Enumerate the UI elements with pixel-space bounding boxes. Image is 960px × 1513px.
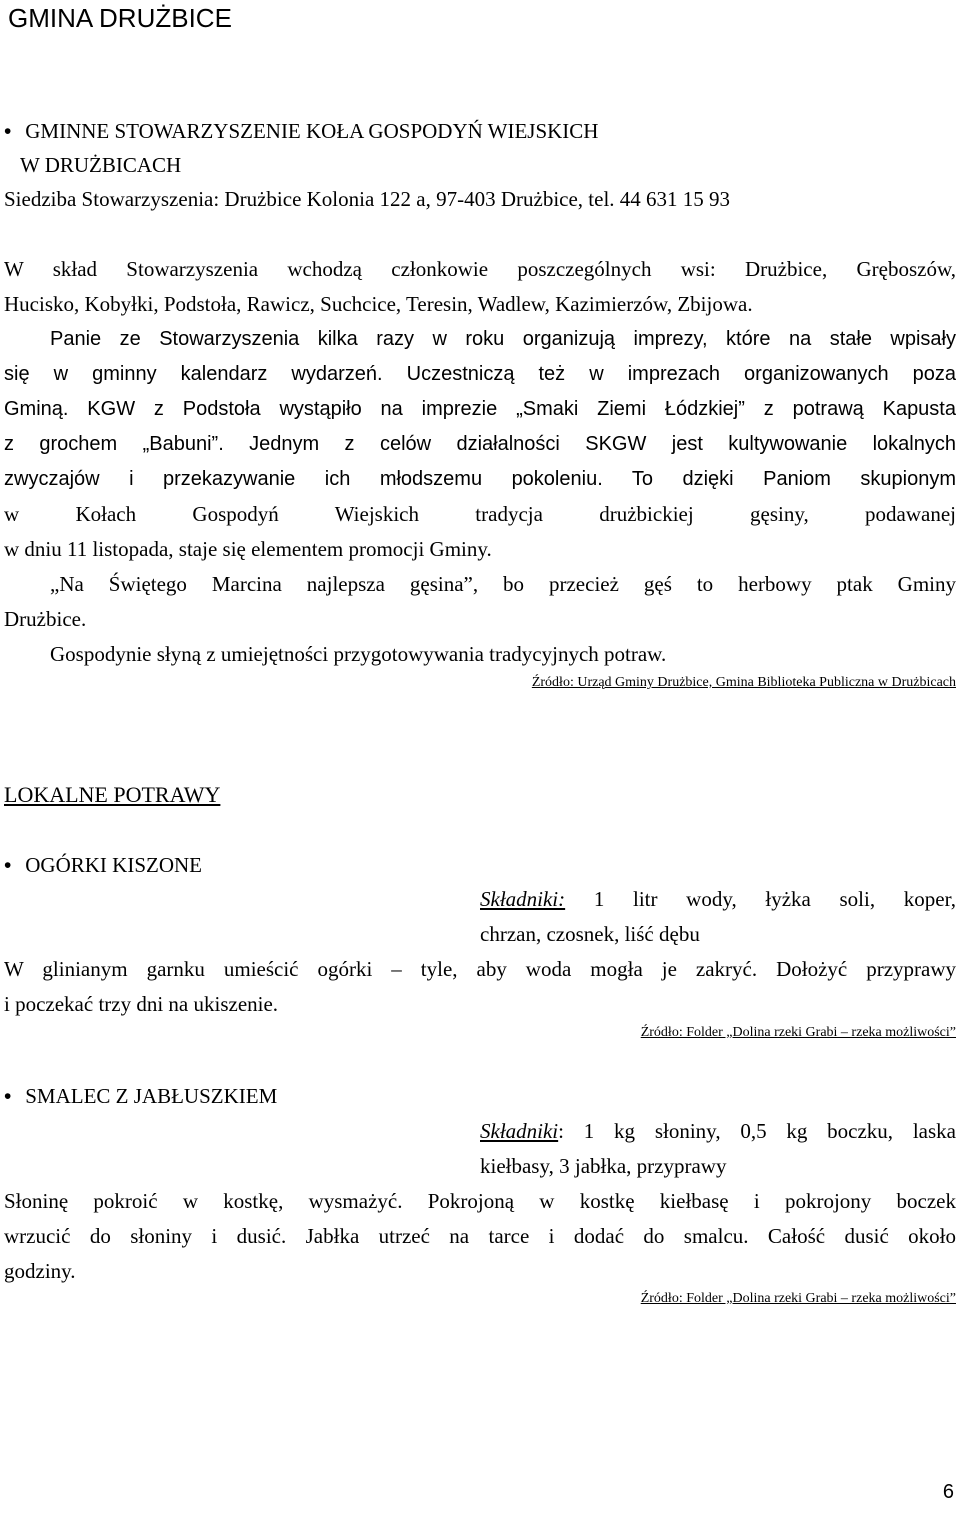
dish-2-ingredients-text: : 1 kg słoniny, 0,5 kg boczku, laska [558, 1119, 956, 1143]
page-title: GMINA DRUŻBICE [8, 3, 232, 33]
dish-2-method-line-2: wrzucić do słoniny i dusić. Jabłka utrzeć na tarce i dodać do smalcu. Całość dusić około [4, 1224, 956, 1248]
dish-1-ingredients-line-1 [480, 886, 956, 912]
quote-line-1: „Na Świętego Marcina najlepsza gęsina”, bo przecież gęś to herbowy ptak Gminy [50, 572, 956, 596]
dish-2-name [4, 1083, 277, 1110]
dish-1-method-line-1: W glinianym garnku umieścić ogórki – tyle, aby woda mogła je zakryć. Dołożyć przyprawy [4, 957, 956, 981]
dish-1-source: Źródło: Folder „Dolina rzeki Grabi – rzeka możliwości” [640, 1025, 956, 1040]
members-line-2: Hucisko, Kobyłki, Podstoła, Rawicz, Suchcice, Teresin, Wadlew, Kazimierzów, Zbijowa. [4, 292, 753, 316]
dish-2-method-line-3: godziny. [4, 1259, 76, 1283]
paragraph-1-line-2: się w gminny kalendarz wydarzeń. Uczestniczą też w imprezach organizowanych poza [4, 363, 956, 385]
paragraph-1-line-4: z grochem „Babuni”. Jednym z celów działalności SKGW jest kultywowanie lokalnych [4, 433, 956, 455]
dish-2-name-text: SMALEC Z JABŁUSZKIEM [25, 1084, 278, 1108]
association-source: Źródło: Urząd Gminy Drużbice, Gmina Biblioteka Publiczna w Drużbicach [531, 675, 956, 690]
association-heading-line2: W DRUŻBICACH [20, 153, 182, 177]
dish-2-ingredients-label: Składniki [480, 1119, 559, 1143]
dish-1-ingredients-line-2: chrzan, czosnek, liść dębu [480, 922, 700, 946]
paragraph-1-line-3: Gminą. KGW z Podstoła wystąpiło na imprezie „Smaki Ziemi Łódzkiej” z potrawą Kapusta [4, 398, 956, 420]
association-heading-line1: GMINNE STOWARZYSZENIE KOŁA GOSPODYŃ WIEJSKICH [25, 119, 599, 143]
dishes-heading: LOKALNE POTRAWY [4, 782, 221, 807]
association-heading [4, 118, 598, 145]
page-number: 6 [942, 1481, 954, 1503]
dish-1-name-text: OGÓRKI KISZONE [25, 853, 202, 877]
dish-2-method-line-1: Słoninę pokroić w kostkę, wysmażyć. Pokrojoną w kostkę kiełbasę i pokrojony boczek [4, 1189, 956, 1213]
paragraph-1-line-7: w dniu 11 listopada, staje się elementem promocji Gminy. [4, 537, 492, 561]
dish-2-source: Źródło: Folder „Dolina rzeki Grabi – rzeka możliwości” [640, 1291, 956, 1306]
dish-1-ingredients-label: Składniki: [480, 887, 566, 911]
association-address: Siedziba Stowarzyszenia: Drużbice Kolonia 122 a, 97-403 Drużbice, tel. 44 631 15 93 [4, 187, 731, 211]
dish-1-name [4, 852, 202, 879]
paragraph-1-line-1: Panie ze Stowarzyszenia kilka razy w roku organizują imprezy, które na stałe wpisały [50, 328, 956, 350]
dish-2-ingredients-line-1 [480, 1118, 956, 1144]
paragraph-1-line-6: w Kołach Gospodyń Wiejskich tradycja drużbickiej gęsiny, podawanej [4, 502, 956, 526]
dish-2-ingredients-line-2: kiełbasy, 3 jabłka, przyprawy [480, 1154, 727, 1178]
dish-1-ingredients-text: 1 litr wody, łyżka soli, koper, [593, 887, 956, 911]
dish-1-method-line-2: i poczekać trzy dni na ukiszenie. [4, 992, 279, 1016]
members-line-1: W skład Stowarzyszenia wchodzą członkowie poszczególnych wsi: Drużbice, Gręboszów, [4, 257, 956, 281]
quote-line-2: Drużbice. [4, 607, 87, 631]
paragraph-1-line-5: zwyczajów i przekazywanie ich młodszemu pokoleniu. To dzięki Paniom skupionym [4, 468, 956, 490]
paragraph-2: Gospodynie słyną z umiejętności przygotowywania tradycyjnych potraw. [50, 642, 667, 666]
